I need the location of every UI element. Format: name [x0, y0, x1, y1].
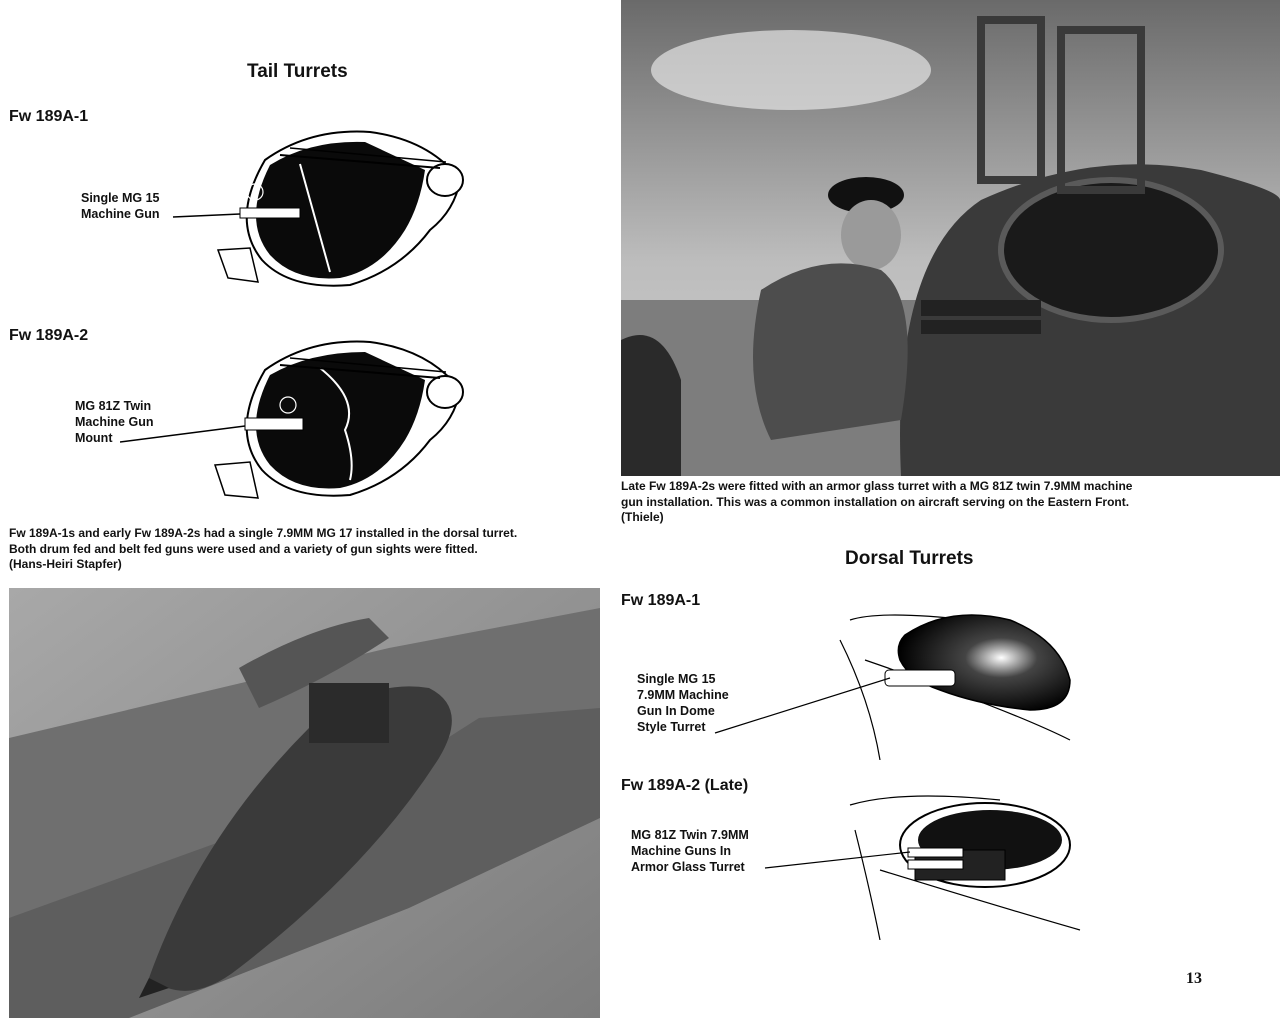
dorsal-a2-label: MG 81Z Twin 7.9MM Machine Guns In Armor Glass Turret — [631, 828, 749, 874]
dorsal-a2-title: Fw 189A-2 (Late) — [621, 777, 749, 794]
caption-right: Late Fw 189A-2s were fitted with an armor glass turret with a MG 81Z twin 7.9MM machine gun installation. This was a common installation on aircraft serving on the Eastern Front. (Thiele) — [621, 479, 1133, 524]
tail-a1-title: Fw 189A-1 — [9, 108, 89, 125]
tail-turrets-heading: Tail Turrets — [247, 61, 348, 82]
gunner-photo — [621, 0, 1280, 476]
tail-a1-turret-drawing — [170, 120, 480, 300]
dorsal-a2-turret-drawing — [760, 790, 1090, 940]
dorsal-a1-label: Single MG 15 7.9MM Machine Gun In Dome Style Turret — [637, 672, 729, 734]
gunner-photo-image — [621, 0, 1280, 476]
tail-a1-label: Single MG 15 Machine Gun — [81, 191, 160, 221]
dorsal-a1-title: Fw 189A-1 — [621, 592, 701, 609]
page-number: 13 — [1186, 970, 1202, 987]
aircraft-photo-image — [9, 588, 600, 1018]
tail-a2-label: MG 81Z Twin Machine Gun Mount — [75, 399, 154, 445]
tail-a2-title: Fw 189A-2 — [9, 327, 89, 344]
tail-a2-turret-drawing — [120, 330, 480, 510]
caption-left: Fw 189A-1s and early Fw 189A-2s had a single 7.9MM MG 17 installed in the dorsal turret. Both drum fed and belt fed guns were used and a variety of gun sights were fitted. (Hans-Heiri Stapfer) — [9, 526, 518, 571]
dorsal-turrets-heading: Dorsal Turrets — [845, 548, 974, 569]
aircraft-photo — [9, 588, 600, 1018]
dorsal-a1-turret-drawing — [710, 600, 1090, 760]
